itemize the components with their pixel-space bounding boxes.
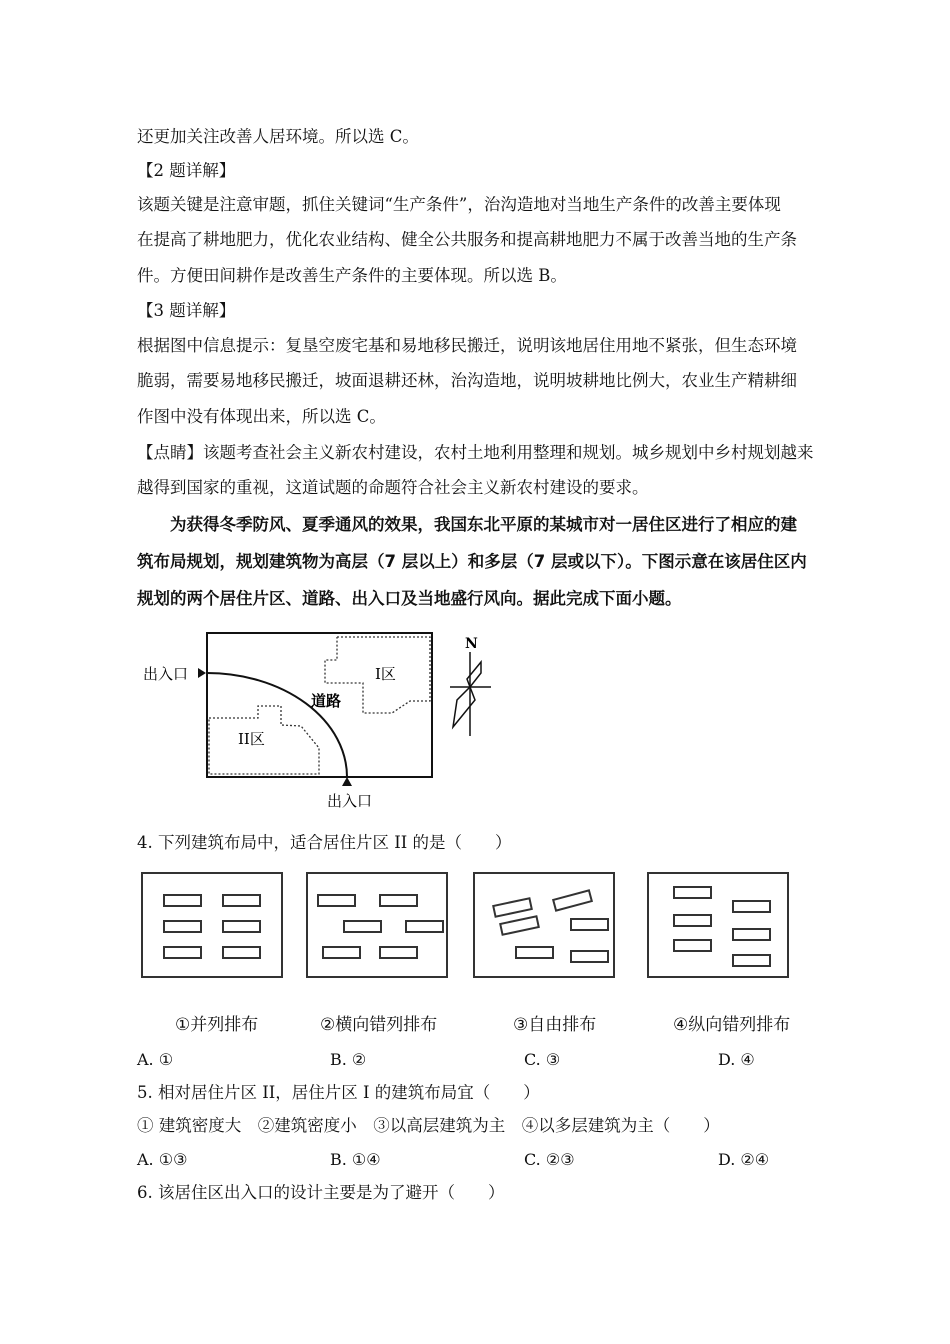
entrance-left-arrow xyxy=(198,668,206,678)
building-block xyxy=(163,946,202,959)
explanation-line: 【点睛】该题考查社会主义新农村建设，农村土地利用整理和规划。城乡规划中乡村规划越来 xyxy=(137,443,814,462)
q5-option-d[interactable]: D. ②④ xyxy=(718,1150,770,1169)
building-block xyxy=(222,946,261,959)
building-block xyxy=(379,946,418,959)
explanation-line: 根据图中信息提示：复垦空废宅基和易地移民搬迁，说明该地居住用地不紧张，但生态环境 xyxy=(137,336,797,355)
building-block xyxy=(570,950,609,963)
building-block xyxy=(732,928,771,941)
zone1-label: I区 xyxy=(375,665,396,683)
entrance-left-label: 出入口 xyxy=(143,665,189,683)
explanation-line: 脆弱，需要易地移民搬迁，坡面退耕还林，治沟造地，说明坡耕地比例大，农业生产精耕细 xyxy=(137,371,797,390)
building-block xyxy=(499,915,540,936)
q5-option-b[interactable]: B. ①④ xyxy=(330,1150,381,1169)
building-block xyxy=(570,918,609,931)
building-block xyxy=(163,894,202,907)
layout-diagram-horizontal-staggered xyxy=(306,872,448,978)
explanation-line: 该题关键是注意审题，抓住关键词“生产条件”，治沟造地对当地生产条件的改善主要体现 xyxy=(137,195,781,214)
q4-option-a[interactable]: A. ① xyxy=(137,1050,174,1069)
explanation-line: 越得到国家的重视，这道试题的命题符合社会主义新农村建设的要求。 xyxy=(137,478,649,497)
building-block xyxy=(673,939,712,952)
building-block xyxy=(732,954,771,967)
layout-diagram-vertical-staggered xyxy=(647,872,789,978)
stem-line: 规划的两个居住片区、道路、出入口及当地盛行风向。据此完成下面小题。 xyxy=(137,589,682,608)
question-5-items: ① 建筑密度大 ②建筑密度小 ③以高层建筑为主 ④以多层建筑为主（ ） xyxy=(137,1116,720,1135)
building-block xyxy=(515,946,554,959)
explanation-line: 在提高了耕地肥力，优化农业结构、健全公共服务和提高耕地肥力不属于改善当地的生产条 xyxy=(137,230,797,249)
q4-option-d[interactable]: D. ④ xyxy=(718,1050,755,1069)
explanation-line: 件。方便田间耕作是改善生产条件的主要体现。所以选 B。 xyxy=(137,266,567,285)
question-5-stem: 5. 相对居住片区 II，居住片区 I 的建筑布局宜（ ） xyxy=(137,1083,540,1102)
layout-caption: ②横向错列排布 xyxy=(320,1015,438,1035)
question-6-stem: 6. 该居住区出入口的设计主要是为了避开（ ） xyxy=(137,1183,505,1202)
layout-diagram-free xyxy=(473,872,615,978)
stem-line: 为获得冬季防风、夏季通风的效果，我国东北平原的某城市对一居住区进行了相应的建 xyxy=(170,515,797,534)
building-block xyxy=(673,914,712,927)
building-block xyxy=(317,894,356,907)
stem-line: 筑布局规划，规划建筑物为高层（7 层以上）和多层（7 层或以下）。下图示意在该居住区内 xyxy=(137,552,807,571)
layout-caption: ④纵向错列排布 xyxy=(673,1015,791,1035)
road-curve xyxy=(207,673,347,777)
building-block xyxy=(222,920,261,933)
building-block xyxy=(732,900,771,913)
entrance-bottom-arrow xyxy=(342,777,352,786)
q5-option-c[interactable]: C. ②③ xyxy=(524,1150,575,1169)
wind-rose-compass-icon xyxy=(450,636,491,736)
layout-caption: ③自由排布 xyxy=(513,1015,597,1035)
entrance-bottom-label: 出入口 xyxy=(327,792,373,810)
section-heading: 【3 题详解】 xyxy=(137,301,236,320)
north-label: N xyxy=(465,636,478,652)
q4-option-b[interactable]: B. ② xyxy=(330,1050,367,1069)
building-block xyxy=(379,894,418,907)
q4-option-c[interactable]: C. ③ xyxy=(524,1050,561,1069)
layout-diagram-parallel xyxy=(141,872,283,978)
building-block xyxy=(322,946,361,959)
zone2-label: II区 xyxy=(238,730,265,748)
building-block xyxy=(405,920,444,933)
question-4-stem: 4. 下列建筑布局中，适合居住片区 II 的是（ ） xyxy=(137,833,512,852)
road-label: 道路 xyxy=(311,692,342,710)
q5-option-a[interactable]: A. ①③ xyxy=(137,1150,188,1169)
building-block xyxy=(492,897,533,918)
explanation-line: 还更加关注改善人居环境。所以选 C。 xyxy=(137,127,419,146)
building-block xyxy=(343,920,382,933)
building-block xyxy=(673,886,712,899)
section-heading: 【2 题详解】 xyxy=(137,161,236,180)
layout-caption: ①并列排布 xyxy=(175,1015,259,1035)
building-block xyxy=(163,920,202,933)
explanation-line: 作图中没有体现出来，所以选 C。 xyxy=(137,407,386,426)
building-block xyxy=(222,894,261,907)
building-block xyxy=(552,889,593,912)
